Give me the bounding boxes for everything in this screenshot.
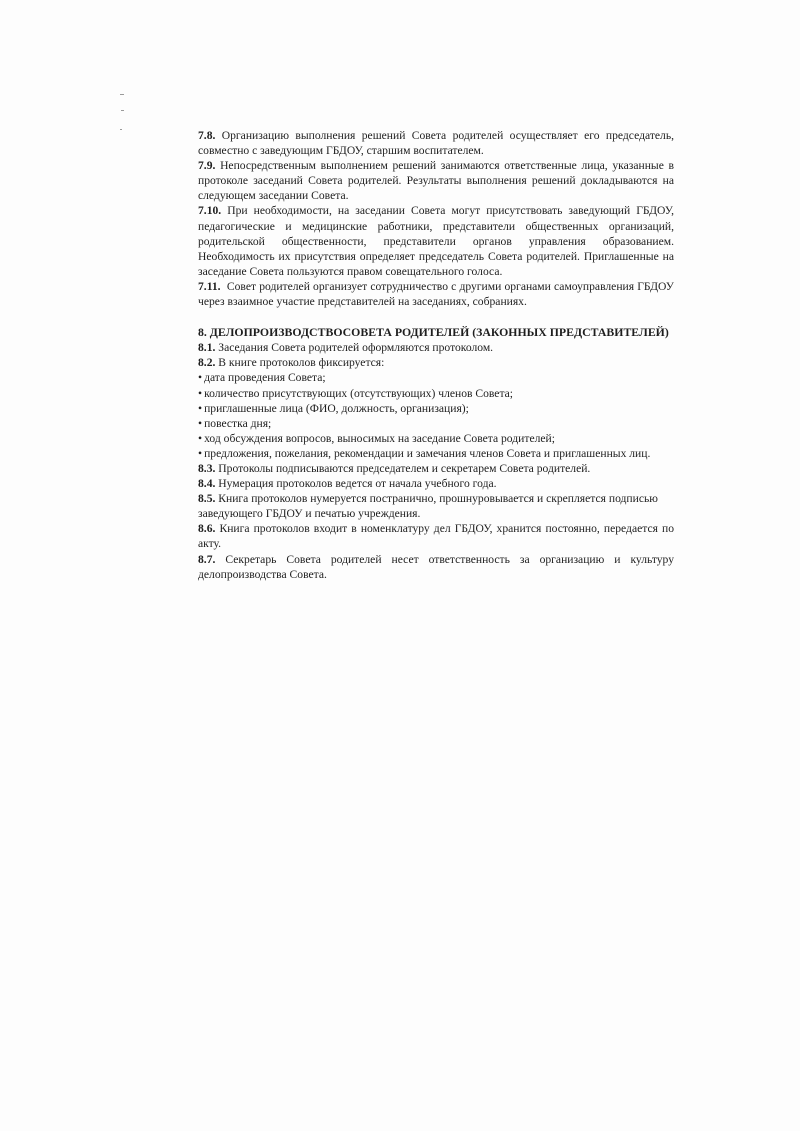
- clause-text: В книге протоколов фиксируется:: [215, 356, 385, 370]
- bullet-mark: •: [198, 371, 203, 385]
- clause-8-7: [198, 552, 674, 582]
- clause-text: Заседания Совета родителей оформляются протоколом.: [215, 341, 494, 355]
- clause-number: 8.1.: [198, 341, 216, 355]
- bullet-mark: •: [198, 446, 203, 460]
- clause-number: 8.5.: [198, 492, 216, 506]
- clause-8-5: [198, 491, 674, 521]
- clause-text: Организацию выполнения решений Совета родителей осуществляет его председатель, совместно с заведующим ГБДОУ, старшим воспитателем.: [198, 129, 674, 158]
- list-item-text: приглашенные лица (ФИО, должность, организация);: [204, 401, 469, 415]
- list-item: [198, 386, 674, 401]
- clause-number: 7.11.: [198, 279, 221, 293]
- clause-text: Протоколы подписываются председателем и секретарем Совета родителей.: [215, 461, 591, 475]
- list-item-text: предложения, пожелания, рекомендации и замечания членов Совета и приглашенных лиц.: [204, 446, 651, 460]
- list-item: [198, 370, 674, 385]
- section-8-heading: 8. ДЕЛОПРОИЗВОДСТВОСОВЕТА РОДИТЕЛЕЙ (ЗАКОННЫХ ПРЕДСТАВИТЕЛЕЙ): [198, 325, 669, 340]
- scan-artifact-mark: [120, 129, 122, 130]
- clause-7-8: [198, 128, 674, 158]
- list-item: [198, 431, 674, 446]
- list-item-text: дата проведения Совета;: [204, 371, 326, 385]
- clause-text: Книга протоколов входит в номенклатуру дел ГБДОУ, хранится постоянно, передается по акту.: [198, 522, 674, 551]
- clause-text: Секретарь Совета родителей несет ответственность за организацию и культуру делопроизводства Совета.: [198, 552, 674, 581]
- bullet-mark: •: [198, 416, 203, 430]
- clause-number: 8.3.: [198, 461, 216, 475]
- list-item: [198, 416, 674, 431]
- list-item: [198, 446, 674, 461]
- list-item-text: ход обсуждения вопросов, выносимых на заседание Совета родителей;: [204, 431, 555, 445]
- scan-artifact-mark: [121, 110, 124, 111]
- clause-text: Непосредственным выполнением решений занимаются ответственные лица, указанные в протоколе заседаний Совета родителей. Результаты выполнения решений докладываются на следующем заседании Совета.: [198, 159, 674, 203]
- clause-number: 7.10.: [198, 204, 222, 218]
- list-item-text: повестка дня;: [204, 416, 272, 430]
- clause-8-2: [198, 355, 674, 370]
- clause-number: 8.7.: [198, 552, 216, 566]
- clause-8-6: [198, 521, 674, 551]
- clause-text: Нумерация протоколов ведется от начала учебного года.: [215, 477, 497, 491]
- clause-number: 8.2.: [198, 356, 216, 370]
- scan-artifact-mark: [120, 94, 124, 95]
- clause-text: Совет родителей организует сотрудничество с другими органами самоуправления ГБДОУ через взаимное участие представителей на заседаниях, собраниях.: [198, 279, 677, 309]
- clause-8-4: [198, 476, 674, 491]
- bullet-mark: •: [198, 401, 203, 415]
- document-body: [198, 128, 677, 582]
- clause-8-3: [198, 461, 674, 476]
- bullet-mark: •: [198, 386, 203, 400]
- clause-number: 7.8.: [198, 129, 216, 142]
- clause-8-1: [198, 340, 674, 355]
- list-item: [198, 401, 674, 416]
- clause-7-11: [198, 279, 677, 309]
- clause-7-10: [198, 203, 674, 278]
- list-item-text: количество присутствующих (отсутствующих) членов Совета;: [204, 386, 514, 400]
- clause-text: При необходимости, на заседании Совета могут присутствовать заведующий ГБДОУ, педагогические и медицинские работники, представители общественных организаций, родительской общественности, представители органов управления образованием. Необходимость их присутствия определяет председатель Совета родителей. Приглашенные на заседание Совета пользуются правом совещательного голоса.: [198, 204, 674, 278]
- clause-number: 7.9.: [198, 159, 216, 173]
- clause-number: 8.6.: [198, 522, 216, 536]
- clause-7-9: [198, 158, 674, 203]
- clause-text: Книга протоколов нумеруется постранично, прошнуровывается и скрепляется подписью заведующего ГБДОУ и печатью учреждения.: [198, 492, 658, 521]
- clause-number: 8.4.: [198, 477, 216, 491]
- bullet-mark: •: [198, 431, 203, 445]
